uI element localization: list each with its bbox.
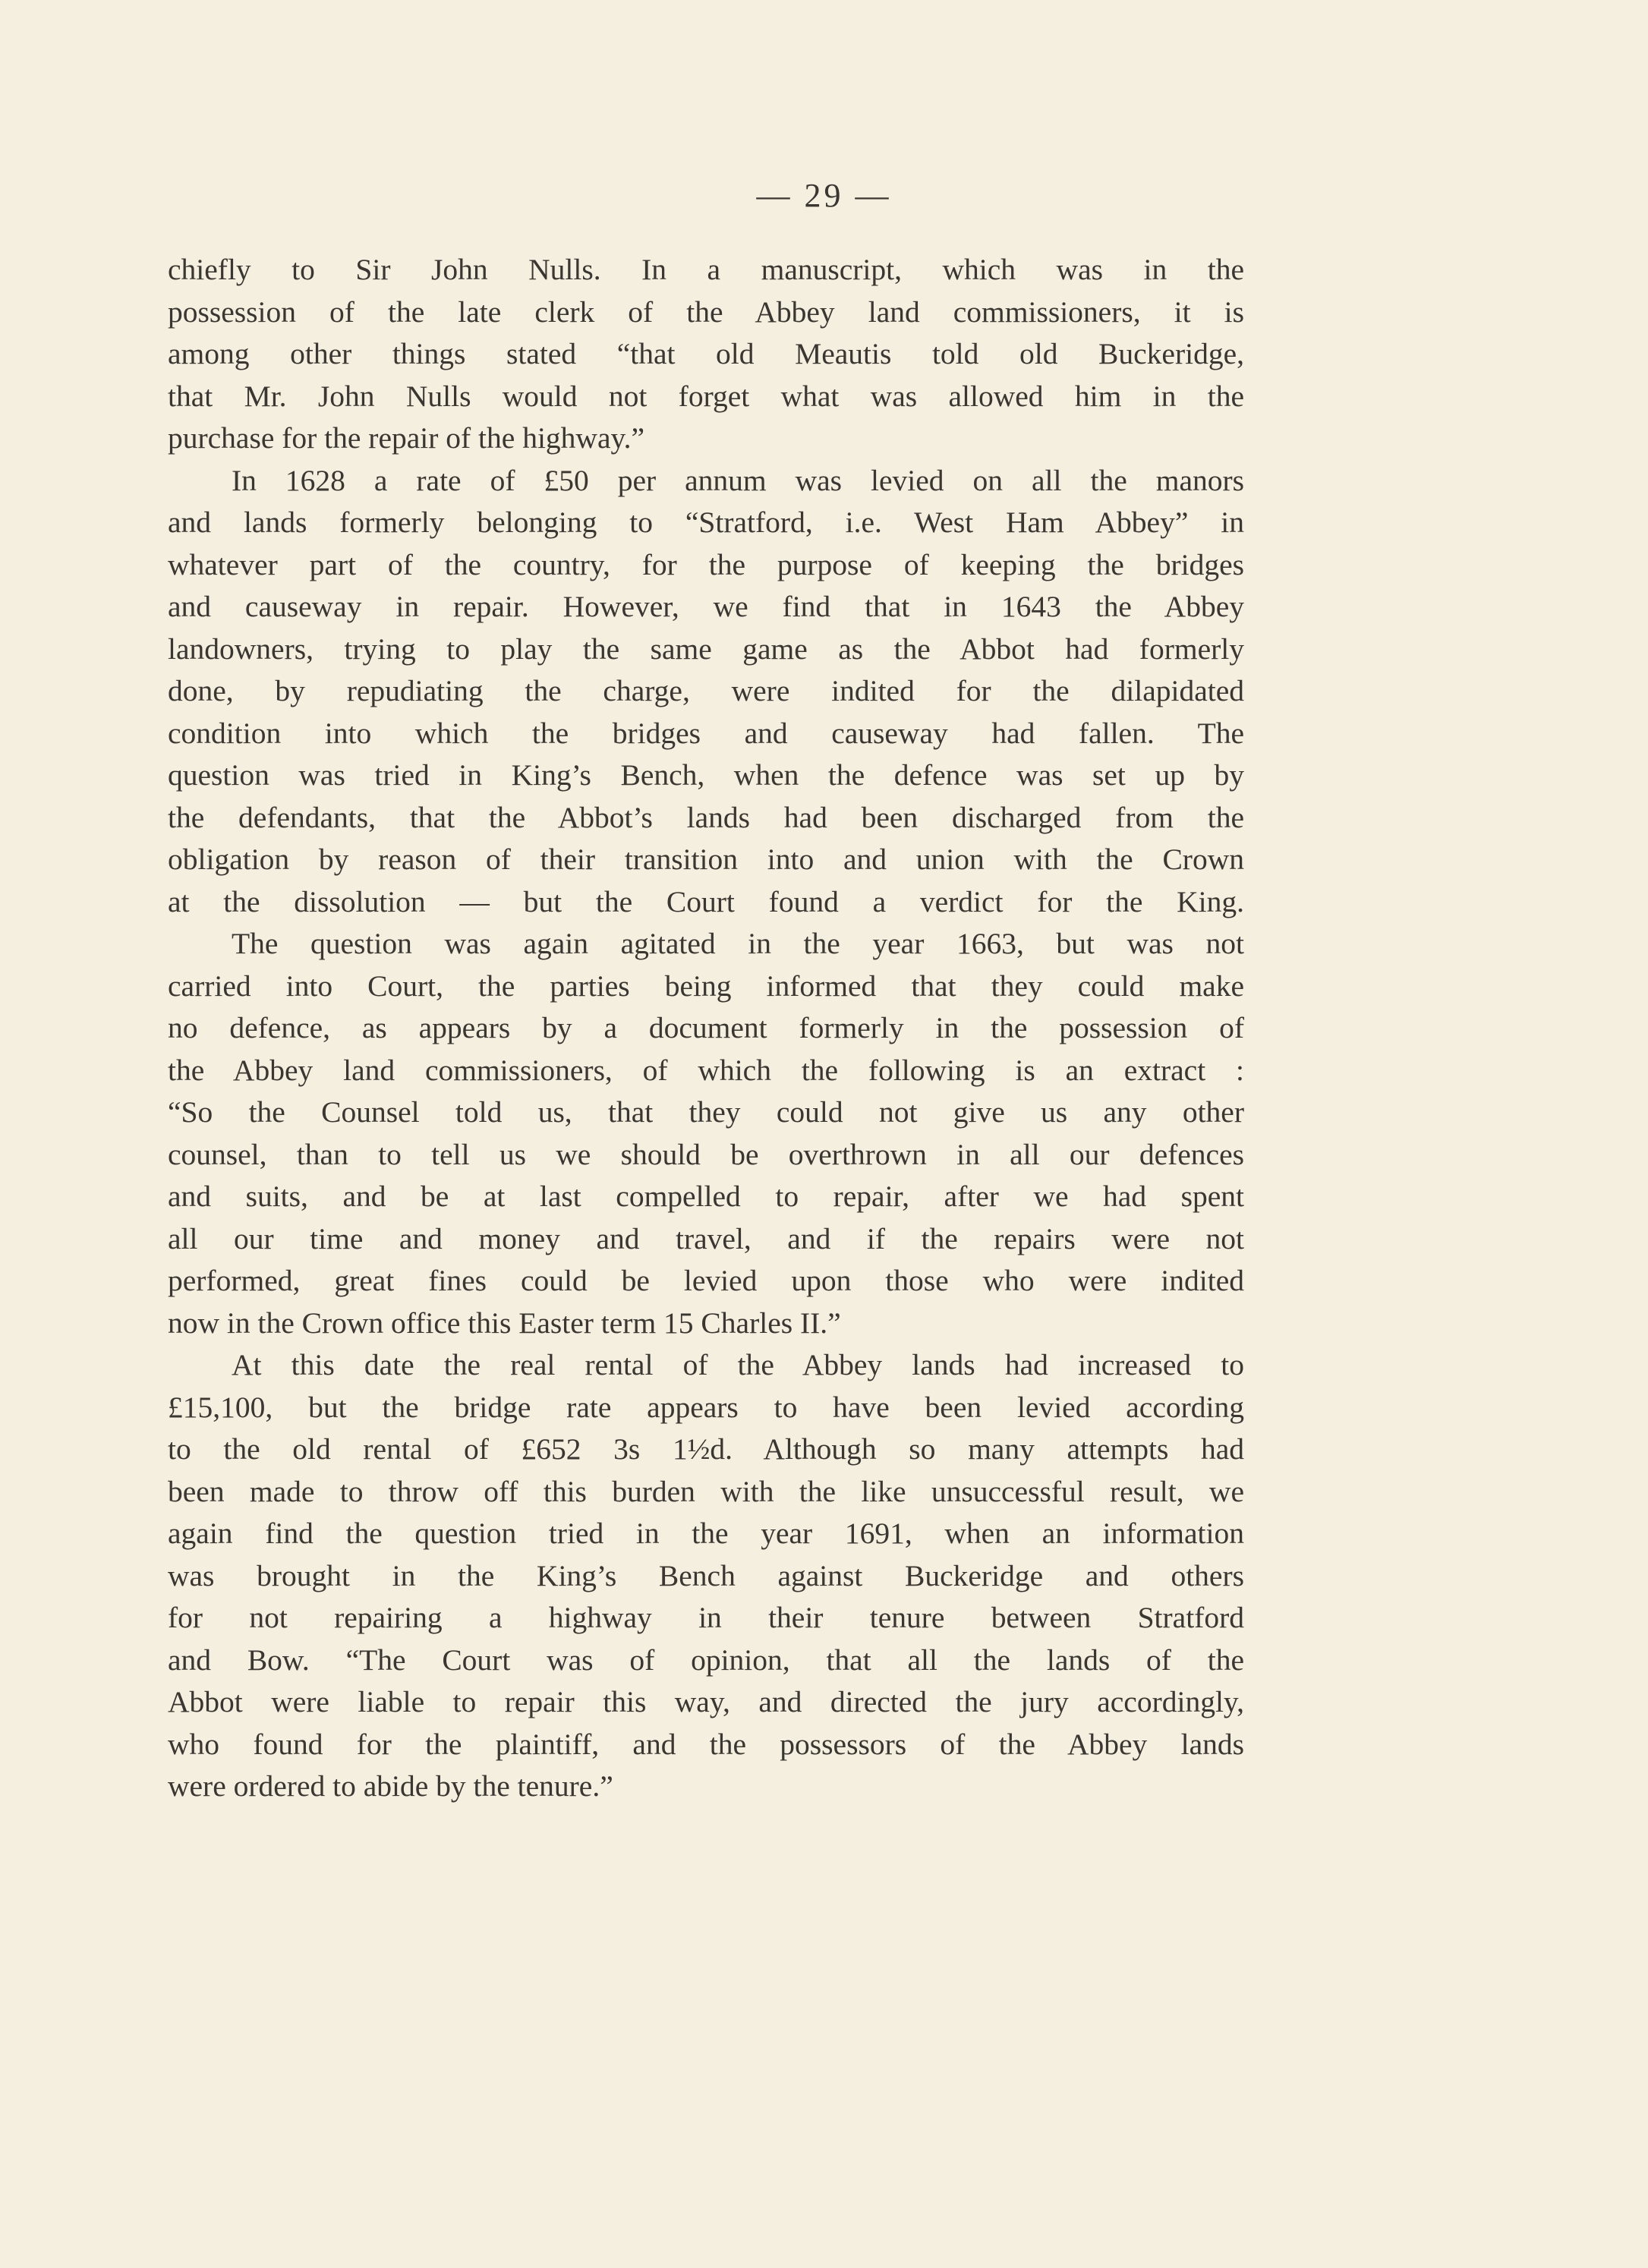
text-line: question was tried in King’s Bench, when the defence was set up by <box>168 758 1244 792</box>
text-line: “So the Counsel told us, that they could not give us any other <box>168 1095 1244 1129</box>
text-line: the Abbey land commissioners, of which the following is an extract : <box>168 1053 1244 1087</box>
text-line: been made to throw off this burden with the like unsuccessful result, we <box>168 1474 1244 1508</box>
text-line: In 1628 a rate of £50 per annum was levied on all the manors <box>232 463 1244 497</box>
text-line: again find the question tried in the year 1691, when an information <box>168 1517 1244 1550</box>
text-line: the defendants, that the Abbot’s lands had been discharged from the <box>168 800 1244 834</box>
text-line: and causeway in repair. However, we find that in 1643 the Abbey <box>168 590 1244 623</box>
text-line: done, by repudiating the charge, were indited for the dilapidated <box>168 674 1244 707</box>
text-line: were ordered to abide by the tenure.” <box>168 1769 613 1803</box>
text-line: counsel, than to tell us we should be overthrown in all our defences <box>168 1137 1244 1171</box>
text-line: was brought in the King’s Bench against Buckeridge and others <box>168 1558 1244 1592</box>
text-line: among other things stated “that old Meautis told old Buckeridge, <box>168 337 1244 370</box>
text-line: purchase for the repair of the highway.” <box>168 421 645 455</box>
text-line: that Mr. John Nulls would not forget what was allowed him in the <box>168 379 1244 413</box>
text-line: condition into which the bridges and causeway had fallen. The <box>168 716 1244 750</box>
text-line: £15,100, but the bridge rate appears to have been levied according <box>168 1390 1244 1424</box>
text-line: possession of the late clerk of the Abbey land commissioners, it is <box>168 295 1244 329</box>
text-line: and Bow. “The Court was of opinion, that all the lands of the <box>168 1643 1244 1677</box>
text-line: At this date the real rental of the Abbey lands had increased to <box>232 1348 1244 1381</box>
page-number: — 29 — <box>756 177 892 214</box>
text-line: carried into Court, the parties being informed that they could make <box>168 969 1244 1003</box>
text-line: and suits, and be at last compelled to repair, after we had spent <box>168 1180 1244 1213</box>
text-line: Abbot were liable to repair this way, and directed the jury accordingly, <box>168 1685 1244 1718</box>
text-line: at the dissolution — but the Court found a verdict for the King. <box>168 884 1244 918</box>
text-line: no defence, as appears by a document formerly in the possession of <box>168 1011 1244 1044</box>
text-line: landowners, trying to play the same game as the Abbot had formerly <box>168 632 1244 666</box>
text-line: to the old rental of £652 3s 1½d. Although so many attempts had <box>168 1432 1244 1466</box>
body-text <box>168 249 1244 1808</box>
text-line: The question was again agitated in the year 1663, but was not <box>232 927 1244 960</box>
text-line: all our time and money and travel, and if the repairs were not <box>168 1221 1244 1255</box>
text-line: performed, great fines could be levied upon those who were indited <box>168 1264 1244 1297</box>
text-line: for not repairing a highway in their tenure between Stratford <box>168 1601 1244 1634</box>
text-line: who found for the plaintiff, and the possessors of the Abbey lands <box>168 1727 1244 1761</box>
text-line: chiefly to Sir John Nulls. In a manuscript, which was in the <box>168 253 1244 286</box>
text-line: whatever part of the country, for the purpose of keeping the bridges <box>168 547 1244 581</box>
text-line: now in the Crown office this Easter term 15 Charles II.” <box>168 1306 841 1340</box>
text-line: obligation by reason of their transition into and union with the Crown <box>168 843 1244 876</box>
text-line: and lands formerly belonging to “Stratford, i.e. West Ham Abbey” in <box>168 506 1244 539</box>
